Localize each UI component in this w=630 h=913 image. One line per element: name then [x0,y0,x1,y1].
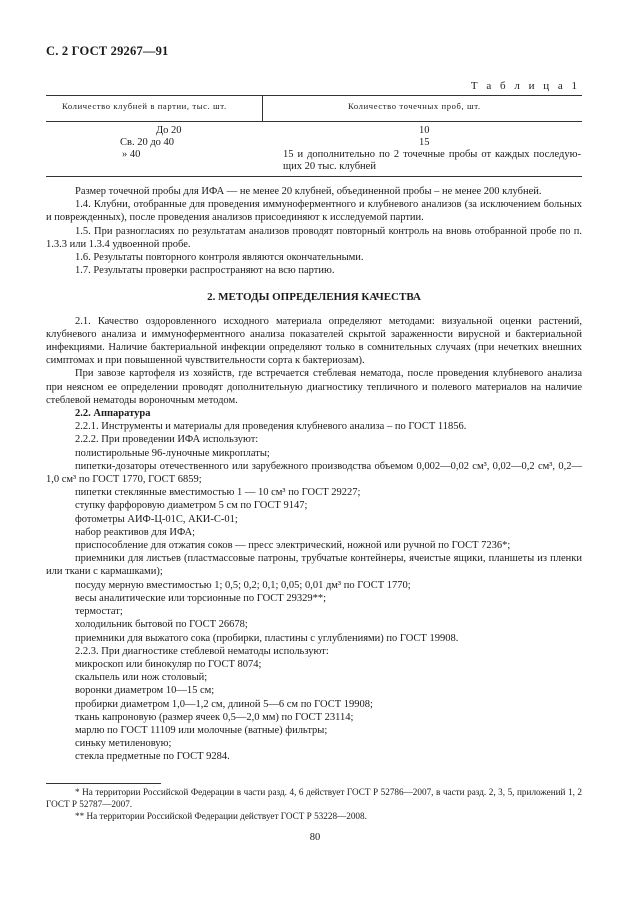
paragraph: 1.6. Результаты повторного контроля являются окончательными. [75,252,364,264]
apparatus-line: приспособление для отжатия соков — пресс электрический, ножной или ручной по ГОСТ 7236*; [75,540,511,552]
main-text [46,185,582,764]
footnote-rule [46,783,161,784]
apparatus-line: марлю по ГОСТ 11109 или молочные (ватные) фильтры; [75,724,328,736]
apparatus-line: холодильник бытовой по ГОСТ 26678; [75,619,248,631]
table-row-2-col2: 15 [419,137,430,148]
apparatus-line: синьку метиленовую; [75,738,172,750]
apparatus-line: набор реактивов для ИФА; [75,526,196,538]
paragraph: Размер точечной пробы для ИФА — не менее 20 клубней, объединенной пробы – не менее 200 клубней. [75,186,542,197]
apparatus-line: 2.2.3. При диагностике стеблевой нематоды используют: [75,645,329,657]
apparatus-line: весы аналитические или торсионные по ГОСТ 29329**; [75,592,327,604]
footnote: ** На территории Российской Федерации действует ГОСТ Р 53228—2008. [75,811,367,821]
table-header-col2: Количество точечных проб, шт. [348,101,481,111]
apparatus-line: фотометры АИФ-Ц-01С, АКИ-С-01; [75,513,238,525]
table-header-col1: Количество клубней в партии, тыс. шт. [62,101,227,111]
paragraph: 1.7. Результаты проверки распространяют на всю партию. [75,265,335,277]
footnotes [46,786,582,822]
paragraph: 1.4. Клубни, отобранные для проведения иммуноферментного и клубневого анализов (за исключением больных и поврежденных), после проведения анализов присоединяют к исследуемой партии. [46,199,582,224]
apparatus-line: приемники для листьев (пластмассовые патроны, трубчатые контейнеры, ячеистые ящики, планшеты из пленки или ткани с кармашками); [46,553,582,578]
paragraph: При завозе картофеля из хозяйств, где встречается стеблевая нематода, после проведения клубневого анализа при неясном ее определении проводят дополнительную диагностику тепличного и полевого материалов на наличие стеблевой нематоды вороночным методом. [46,368,582,406]
table-bottom-rule [46,176,582,177]
table-top-rule [46,95,582,96]
table-caption: Т а б л и ц а 1 [470,80,580,92]
apparatus-line: пипетки-дозаторы отечественного или зарубежного производства объемом 0,002—0,02 см³, 0,02—0,2 см³, 0,2—1,0 см³ по ГОСТ 1770, ГОСТ 6859; [46,460,582,486]
apparatus-line: посуду мерную вместимостью 1; 0,5; 0,2; 0,1; 0,05; 0,01 дм³ по ГОСТ 1770; [75,579,411,591]
apparatus-line: термостат; [75,606,123,618]
apparatus-line: воронки диаметром 10—15 см; [75,685,215,697]
table-row-3-col1: » 40 [122,149,141,160]
apparatus-line: скальпель или нож столовый; [75,672,208,684]
apparatus-line: пипетки стеклянные вместимостью 1 — 10 см³ по ГОСТ 29227; [75,487,361,499]
apparatus-line: ткань капроновую (размер ячеек 0,5—2,0 мм) по ГОСТ 23114; [75,711,354,723]
apparatus-line: ступку фарфоровую диаметром 5 см по ГОСТ 9147; [75,500,308,512]
apparatus-line: 2.2.2. При проведении ИФА используют: [75,434,259,446]
table-header-rule [46,121,582,122]
subsection-heading: 2.2. Аппаратура [75,408,151,420]
table-row-2-col1: Св. 20 до 40 [120,137,175,148]
table-row-1-col1: До 20 [156,125,182,136]
apparatus-line: пробирки диаметром 1,0—1,2 см, длиной 5—6 см по ГОСТ 19908; [75,698,373,710]
page-number: 80 [309,832,321,843]
page-header: С. 2 ГОСТ 29267—91 [46,44,169,58]
apparatus-line: микроскоп или бинокуляр по ГОСТ 8074; [75,658,262,670]
footnote: * На территории Российской Федерации в части разд. 4, 6 действует ГОСТ Р 52786—2007, в части разд. 2, 3, 5, приложений 1, 2 ГОСТ Р 52787—2007. [46,787,582,809]
table-column-divider [262,95,263,121]
paragraph: 2.1. Качество оздоровленного исходного материала определяют методами: визуальной оценки растений, клубневого анализа и иммуноферментного анализа показателей скрытой зараженности вирусной и бактериальной инфекциями. Наличие бактериальной инфекции определяют только в сомнительных случаях (при нечетких внешних симптомах и при повышенной чувствительности сорта к бактериозам). [46,315,582,367]
apparatus-line: приемники для выжатого сока (пробирки, пластины с углублениями) по ГОСТ 19908. [75,632,459,644]
apparatus-line: 2.2.1. Инструменты и материалы для проведения клубневого анализа – по ГОСТ 11856. [75,421,467,433]
paragraph: 1.5. При разногласиях по результатам анализов проводят повторный контроль на вновь отобранной пробе по п. 1.3.3 или 1.3.4 удвоенной пробе. [46,225,582,250]
table-row-3-col2: 15 и дополнительно по 2 точечные пробы от каждых последую-щих 20 тыс. клубней [283,149,581,172]
table-row-1-col2: 10 [419,125,430,136]
apparatus-line: стекла предметные по ГОСТ 9284. [75,751,230,763]
section-heading: 2. МЕТОДЫ ОПРЕДЕЛЕНИЯ КАЧЕСТВА [207,291,421,304]
apparatus-line: полистирольные 96-луночные микроплаты; [75,447,270,459]
